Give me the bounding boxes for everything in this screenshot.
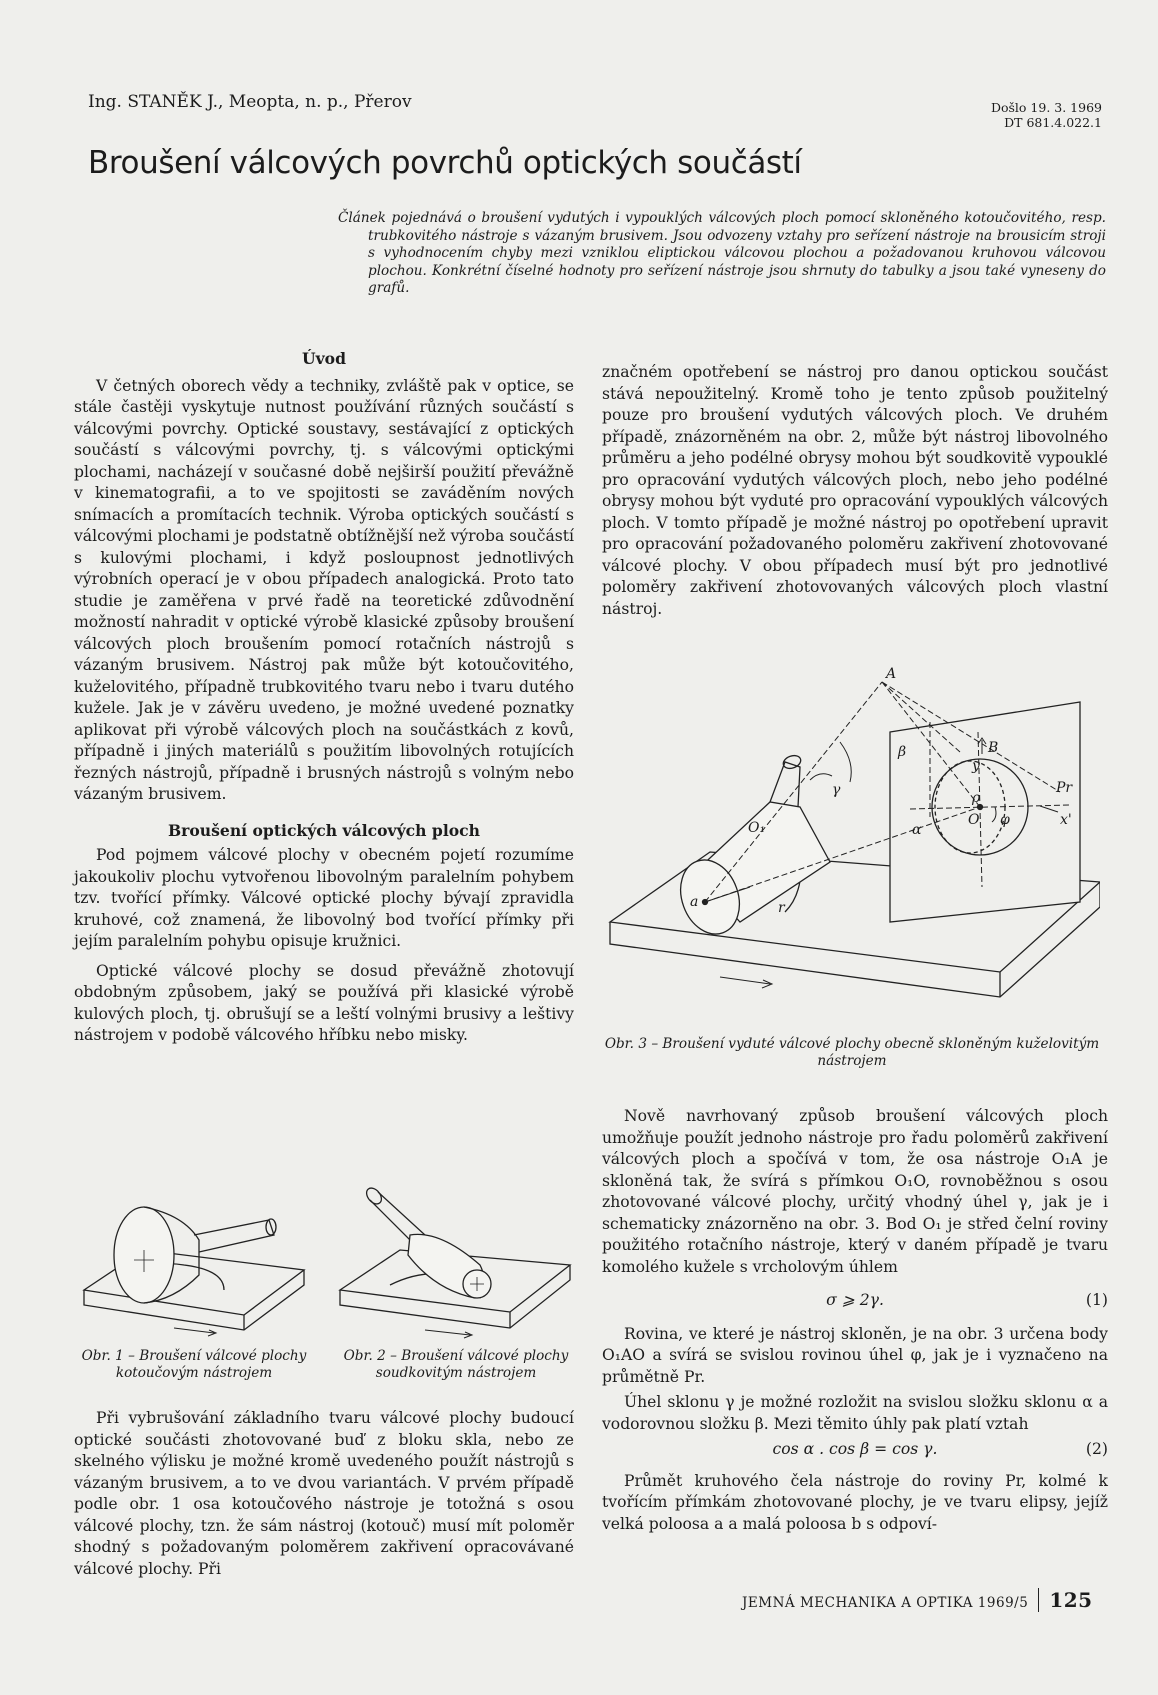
fig3-label-alpha: α: [912, 822, 922, 838]
figure-3-labels: [600, 666, 1100, 1030]
author-line: Ing. STANĚK J., Meopta, n. p., Přerov: [88, 92, 412, 112]
page-footer: [742, 1588, 1093, 1612]
right-paragraph-2: Nově navrhovaný způsob broušení válcových ploch umožňuje použít jednoho nástroje pro řadu poloměrů zakřivení válcových ploch a spočívá v tom, že osa nástroje O₁A je skloněná tak, že svírá s přímkou O₁O, rovnoběžnou s osou zhotovované válcové plochy, určitý vhodný úhel γ, jak je i schematicky znázorněno na obr. 3. Bod O₁ je střed čelní roviny použitého rotačního nástroje, který v daném případě je tvaru komolého kužele s vrcholovým úhlem: [602, 1107, 1108, 1276]
section-paragraph-3: Při vybrušování základního tvaru válcové plochy budoucí optické součásti zhotovované buď z bloku skla, nebo ze skelného výlisku je možné kromě uvedeného použít nástrojů s vázaným brusivem, a to ve dvou variantách. V prvém případě podle obr. 1 osa kotoučového nástroje je totožná s osou válcové plochy, tzn. že sám nástroj (kotouč) musí mít poloměr shodný s požadovaným poloměrem zakřivení opracovávané válcové plochy. Při: [74, 1409, 574, 1578]
equation-1-text: σ ⩾ 2γ.: [826, 1291, 884, 1309]
fig3-label-x: x': [1060, 812, 1072, 828]
fig3-label-a: a: [690, 894, 699, 910]
equation-2-number: (2): [1085, 1440, 1108, 1458]
figure-2-caption-text: – Broušení válcové plochy soudkovitým nástrojem: [375, 1348, 569, 1381]
equation-2: [602, 1439, 1108, 1461]
figure-1-label: Obr. 1: [81, 1348, 124, 1364]
right-paragraph-1: značném opotřebení se nástroj pro danou optickou součást stává nepoužitelný. Kromě toho je tento způsob použitelný pouze pro broušení vydutých válcových ploch. Ve druhém případě, znázorněném na obr. 2, může být nástroj libovolného průměru a jeho podélné obrysy mohou být soudkovitě vypouklé pro opracování vydutých válcových ploch, nebo jeho podélné obrysy mohou být vyduté pro opracování vypouklých válcových ploch. V tomto případě je možné nástroj po opotřebení upravit pro opracování požadovaného poloměru zakřivení zhotovované válcové plochy. V obou případech musí být pro jednotlivé poloměry zakřivení zhotovovaných válcových ploch vlastní nástroj.: [602, 363, 1108, 618]
right-paragraph-3: Rovina, ve které je nástroj skloněn, je na obr. 3 určena body O₁AO a svírá se svislou rovinou úhel φ, jak je i vyznačeno na průmětně Pr.: [602, 1324, 1108, 1386]
right-column-bottom: [602, 1106, 1108, 1535]
page-number: 125: [1038, 1588, 1092, 1612]
left-column-bottom: [74, 1408, 574, 1580]
fig3-label-y: y: [972, 758, 980, 774]
intro-heading: Úvod: [302, 349, 346, 368]
left-column-top: [74, 348, 574, 1047]
right-paragraph-5: Průmět kruhového čela nástroje do roviny Pr, kolmé k tvořícím přímkám zhotovované plochy, je ve tvaru elipsy, jejíž velká poloosa a a malá poloosa b s odpoví-: [602, 1471, 1108, 1533]
fig3-label-beta: β: [898, 744, 907, 760]
fig3-label-A: A: [886, 666, 897, 682]
journal-name: JEMNÁ MECHANIKA A OPTIKA 1969/5: [742, 1595, 1029, 1611]
figure-3-caption: [596, 1036, 1108, 1070]
received-info: [991, 100, 1102, 130]
equation-1: [602, 1290, 1108, 1312]
fig3-label-O1: O₁: [748, 820, 766, 836]
fig3-label-r: r: [778, 900, 785, 916]
equation-2-text: cos α . cos β = cos γ.: [772, 1440, 938, 1458]
figure-1-caption-text: – Broušení válcové plochy kotoučovým nástrojem: [115, 1348, 307, 1381]
figure-3-label: Obr. 3: [604, 1036, 647, 1052]
figure-2-label: Obr. 2: [343, 1348, 386, 1364]
article-title: Broušení válcových povrchů optických součástí: [88, 145, 802, 181]
right-paragraph-4: Úhel sklonu γ je možné rozložit na svislou složku sklonu α a vodorovnou složku β. Mezi těmito úhly pak platí vztah: [602, 1393, 1108, 1433]
fig3-label-O: O: [968, 812, 980, 828]
fig3-label-phi: φ: [1000, 812, 1010, 828]
intro-paragraph: V četných oborech vědy a techniky, zvláště pak v optice, se stále častěji vyskytuje nutnost používání různých součástí s válcovými povrchy. Optické soustavy, sestávající z optických součástí s válcovými povrchy, tj. s válcovými optickými plochami, nacházejí v současné době nejširší použití převážně v kinematografii, a to ve spojitosti se zaváděním nových snímacích a promítacích technik. Výroba optických součástí s válcovými plochami je podstatně obtížnější než výroba součástí s kulovými plochami, i když posloupnost jednotlivých výrobních operací je v obou případech analogická. Proto tato studie je zaměřena v prvé řadě na teoretické zdůvodnění možností nahradit v optické výrobě klasické způsoby broušení válcových ploch broušením pomocí rotačních nástrojů s vázaným brusivem. Nástroj pak může být kotoučovitého, kuželovitého, případně trubkovitého tvaru nebo i tvaru dutého kužele. Jak je v závěru uvedeno, je možné uvedené poznatky aplikovat při výrobě válcových ploch na součástkách z kovů, případně i jiných materiálů s použitím libovolných rotujících řezných nástrojů, případně i brusných nástrojů s volným nebo vázaným brusivem.: [74, 376, 574, 803]
figure-2-caption: [336, 1348, 576, 1382]
abstract: [338, 210, 1106, 298]
figure-1-caption: [74, 1348, 314, 1382]
figure-1-drawing: [74, 1180, 314, 1350]
figure-2-drawing: [330, 1180, 575, 1350]
classification-code: DT 681.4.022.1: [1004, 115, 1102, 130]
section-paragraph-2: Optické válcové plochy se dosud převážně zhotovují obdobným způsobem, jaký se používá při klasické výrobě kulových ploch, tj. obrušují se a leští volnými brusivy a leštivy nástrojem v podobě válcového hříbku nebo misky.: [74, 961, 574, 1044]
figure-3-caption-text: – Broušení vyduté válcové plochy obecně skloněným kuželovitým nástrojem: [651, 1036, 1100, 1069]
fig3-label-gamma: γ: [832, 782, 841, 798]
equation-1-number: (1): [1085, 1291, 1108, 1309]
abstract-text: Článek pojednává o broušení vydutých i vypouklých válcových ploch pomocí skloněného kotoučovitého, resp. trubkovitého nástroje s vázaným brusivem. Jsou odvozeny vztahy pro seřízení nástroje na brousicím stroji s vyhodnocením chyby mezi vzniklou eliptickou válcovou plochou a požadovanou kruhovou válcovou plochou. Konkrétní číselné hodnoty pro seřízení nástroje jsou shrnuty do tabulky a jsou také vyneseny do grafů.: [338, 210, 1106, 296]
right-column-top: [602, 362, 1108, 620]
fig3-label-Pr: Pr: [1056, 780, 1073, 796]
section-paragraph-1: Pod pojmem válcové plochy v obecném pojetí rozumíme jakoukoliv plochu vytvořenou libovolným paralelním pohybem tzv. tvořící přímky. Válcové optické plochy bývají zpravidla kruhové, což znamená, že libovolný bod tvořící přímky při jejím paralelním pohybu opisuje kružnici.: [74, 846, 574, 950]
received-date: Došlo 19. 3. 1969: [990, 100, 1102, 115]
fig3-label-rho: ρ: [972, 790, 981, 806]
section-heading: Broušení optických válcových ploch: [167, 820, 480, 840]
fig3-label-B: B: [988, 740, 999, 756]
